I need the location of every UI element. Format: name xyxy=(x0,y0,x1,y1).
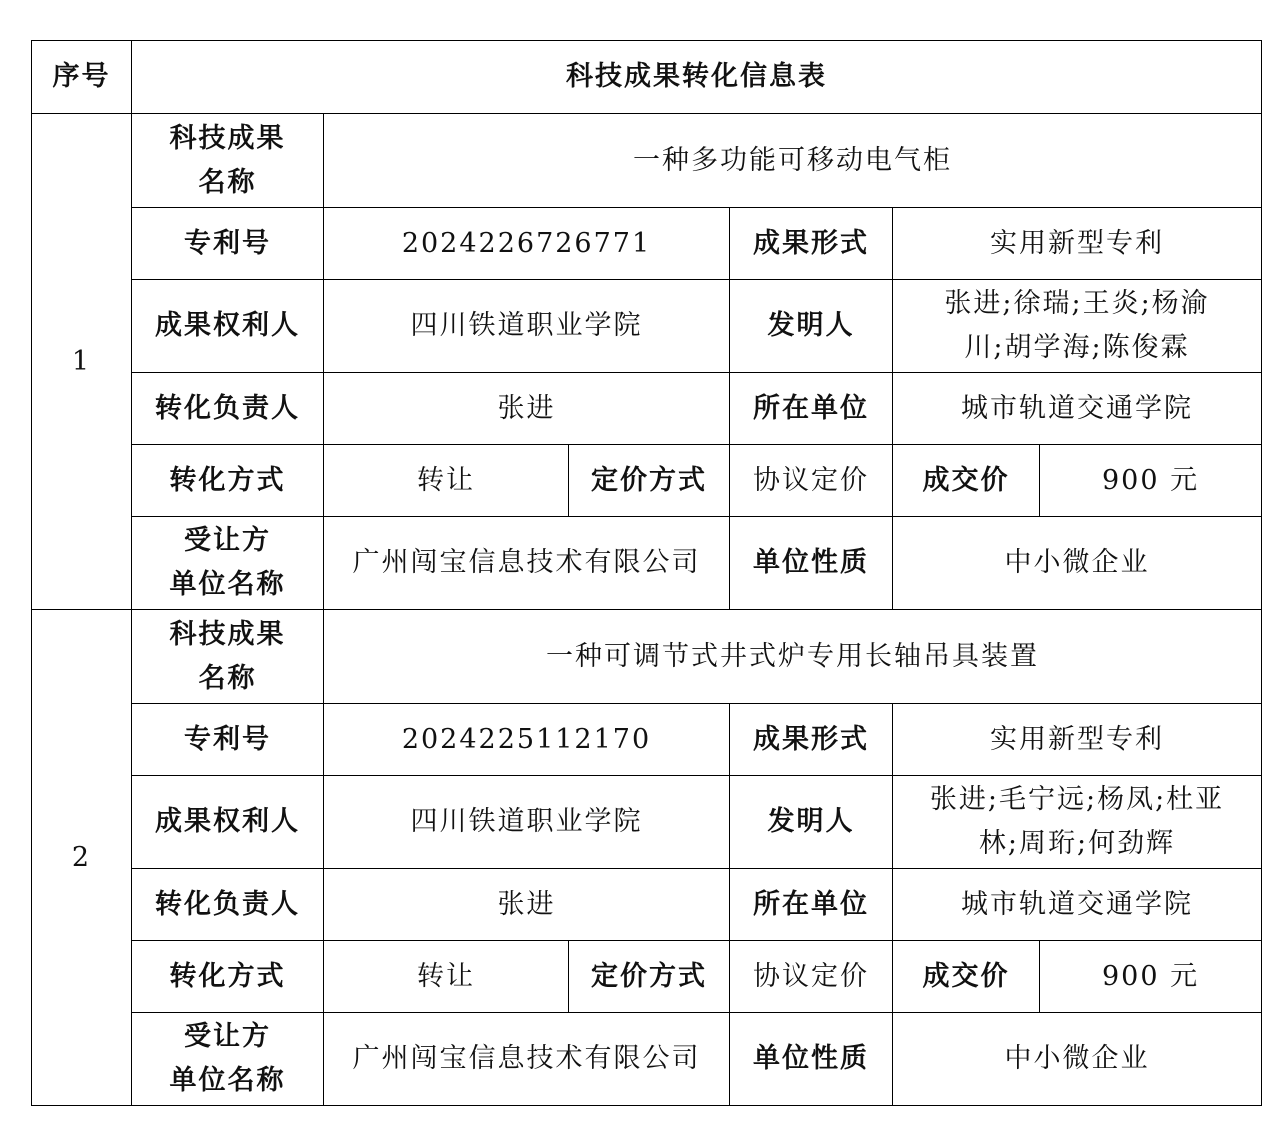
unit-nature-label: 单位性质 xyxy=(730,517,893,610)
unit-nature-label: 单位性质 xyxy=(730,1013,893,1106)
seq-header: 序号 xyxy=(32,41,132,114)
record-2-pricing-mode: 协议定价 xyxy=(730,941,893,1013)
record-1-transfer-mode: 转让 xyxy=(324,445,569,517)
table-title: 科技成果转化信息表 xyxy=(132,41,1262,114)
assignee-label: 受让方 单位名称 xyxy=(132,517,324,610)
record-2-name-row xyxy=(32,610,1262,704)
right-holder-label: 成果权利人 xyxy=(132,776,324,869)
record-2-person-in-charge: 张进 xyxy=(324,869,730,941)
unit-label: 所在单位 xyxy=(730,869,893,941)
record-1-pricing-mode: 协议定价 xyxy=(730,445,893,517)
record-2-unit-nature: 中小微企业 xyxy=(893,1013,1262,1106)
pricing-mode-label: 定价方式 xyxy=(569,445,730,517)
record-1-mode-row xyxy=(32,445,1262,517)
record-2-mode-row xyxy=(32,941,1262,1013)
transfer-mode-label: 转化方式 xyxy=(132,941,324,1013)
record-1-unit-nature: 中小微企业 xyxy=(893,517,1262,610)
record-2-assignee-row xyxy=(32,1013,1262,1106)
deal-price-label: 成交价 xyxy=(893,941,1040,1013)
record-2-right-holder: 四川铁道职业学院 xyxy=(324,776,730,869)
record-2-result-form: 实用新型专利 xyxy=(893,704,1262,776)
record-1-right-holder: 四川铁道职业学院 xyxy=(324,280,730,373)
name-label: 科技成果 名称 xyxy=(132,610,324,704)
record-2-seq: 2 xyxy=(32,610,132,1106)
record-1-charge-row xyxy=(32,373,1262,445)
record-1-unit: 城市轨道交通学院 xyxy=(893,373,1262,445)
record-2-holder-row xyxy=(32,776,1262,869)
header-row xyxy=(32,41,1262,114)
inventor-label: 发明人 xyxy=(730,280,893,373)
person-in-charge-label: 转化负责人 xyxy=(132,869,324,941)
record-1-patent-row xyxy=(32,208,1262,280)
record-1-assignee: 广州闯宝信息技术有限公司 xyxy=(324,517,730,610)
record-1-name-row xyxy=(32,114,1262,208)
patent-no-label: 专利号 xyxy=(132,704,324,776)
patent-no-label: 专利号 xyxy=(132,208,324,280)
assignee-label: 受让方 单位名称 xyxy=(132,1013,324,1106)
result-form-label: 成果形式 xyxy=(730,208,893,280)
unit-label: 所在单位 xyxy=(730,373,893,445)
record-2-inventors: 张进;毛宁远;杨凤;杜亚 林;周珩;何劲辉 xyxy=(893,776,1262,869)
record-2-charge-row xyxy=(32,869,1262,941)
record-2-assignee: 广州闯宝信息技术有限公司 xyxy=(324,1013,730,1106)
person-in-charge-label: 转化负责人 xyxy=(132,373,324,445)
record-1-name: 一种多功能可移动电气柜 xyxy=(324,114,1262,208)
record-2-name: 一种可调节式井式炉专用长轴吊具装置 xyxy=(324,610,1262,704)
record-2-transfer-mode: 转让 xyxy=(324,941,569,1013)
pricing-mode-label: 定价方式 xyxy=(569,941,730,1013)
name-label: 科技成果 名称 xyxy=(132,114,324,208)
record-2-patent-no: 2024225112170 xyxy=(324,704,730,776)
inventor-label: 发明人 xyxy=(730,776,893,869)
record-1-holder-row xyxy=(32,280,1262,373)
record-1-result-form: 实用新型专利 xyxy=(893,208,1262,280)
deal-price-label: 成交价 xyxy=(893,445,1040,517)
record-2-unit: 城市轨道交通学院 xyxy=(893,869,1262,941)
record-1-person-in-charge: 张进 xyxy=(324,373,730,445)
right-holder-label: 成果权利人 xyxy=(132,280,324,373)
record-1-deal-price: 900 元 xyxy=(1040,445,1262,517)
record-2-deal-price: 900 元 xyxy=(1040,941,1262,1013)
record-1-patent-no: 2024226726771 xyxy=(324,208,730,280)
record-1-inventors: 张进;徐瑞;王炎;杨渝 川;胡学海;陈俊霖 xyxy=(893,280,1262,373)
transfer-mode-label: 转化方式 xyxy=(132,445,324,517)
result-form-label: 成果形式 xyxy=(730,704,893,776)
info-table xyxy=(31,40,1262,1106)
record-2-patent-row xyxy=(32,704,1262,776)
record-1-seq: 1 xyxy=(32,114,132,610)
record-1-assignee-row xyxy=(32,517,1262,610)
